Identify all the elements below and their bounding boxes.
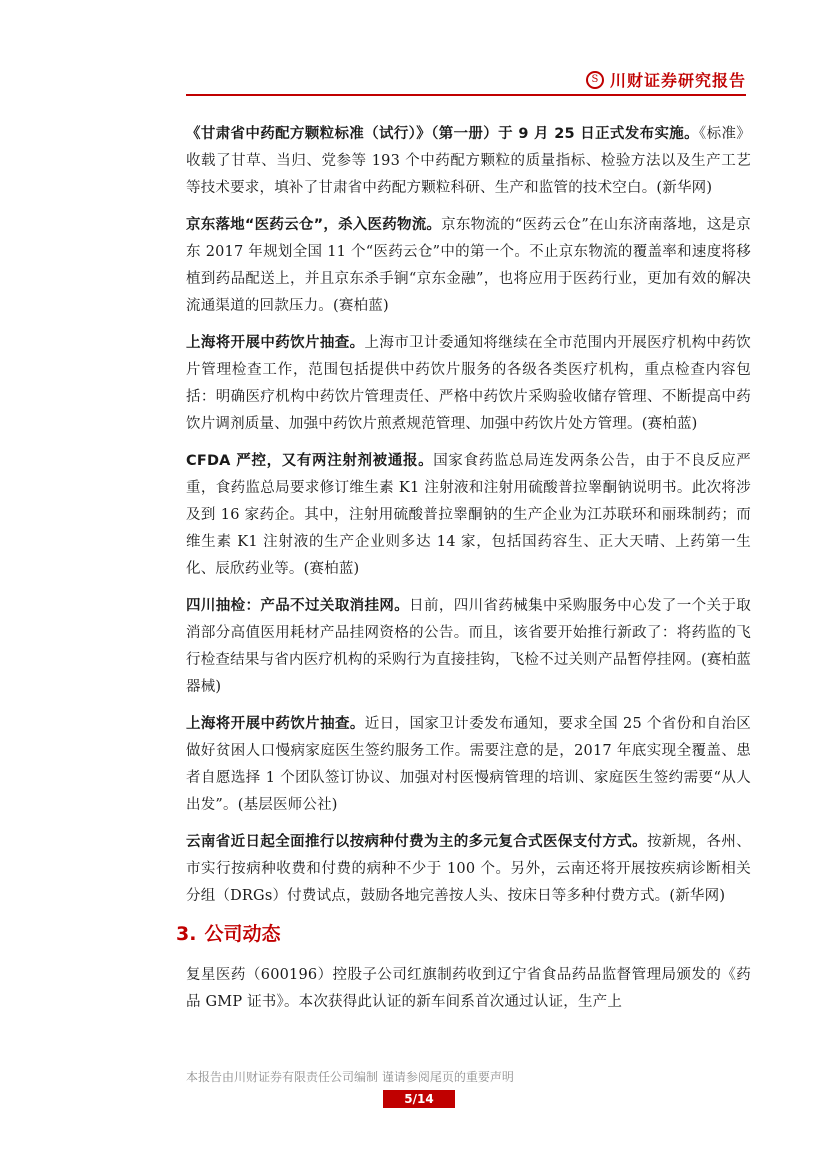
news-item <box>186 711 751 819</box>
page-number: 5/14 <box>383 1090 455 1108</box>
news-body: 按新规，各州、市实行按病种收费和付费的病种不少于 100 个。另外，云南还将开展按疾病诊断相关分组（DRGs）付费试点，鼓励各地完善按人头、按床日等多种付费方式。(新华网) <box>186 834 751 904</box>
news-item <box>186 593 751 701</box>
news-item <box>186 330 751 438</box>
news-item <box>186 448 751 583</box>
section-heading <box>176 920 751 948</box>
news-title: CFDA 严控，又有两注射剂被通报。 <box>186 453 434 469</box>
report-body <box>176 121 752 1026</box>
news-body: 京东物流的“医药云仓”在山东济南落地，这是京东 2017 年规划全国 11 个“医药云仓”中的第一个。不止京东物流的覆盖率和速度将移植到药品配送上，并且京东杀手锏“京东金融”，也将应用于医药行业，更加有效的解决流通渠道的回款压力。(赛柏蓝) <box>186 217 751 314</box>
news-title: 上海将开展中药饮片抽查。 <box>186 335 365 351</box>
news-body: 国家食药监总局连发两条公告，由于不良反应严重，食药监总局要求修订维生素 K1 注射液和注射用硫酸普拉睾酮钠说明书。此次将涉及到 16 家药企。其中，注射用硫酸普拉睾酮钠的生产企业为江苏联环和丽珠制药；而维生素 K1 注射液的生产企业则多达 14 家，包括国药容生、正大天晴、上药第一生化、辰欣药业等。(赛柏蓝) <box>186 453 752 577</box>
news-title: 云南省近日起全面推行以按病种付费为主的多元复合式医保支付方式。 <box>186 834 648 850</box>
news-title: 四川抽检：产品不过关取消挂网。 <box>186 598 410 614</box>
page-header <box>186 62 746 96</box>
news-item <box>186 121 751 202</box>
news-title: 上海将开展中药饮片抽查。 <box>186 716 365 732</box>
news-body: 日前，四川省药械集中采购服务中心发了一个关于取消部分高值医用耗材产品挂网资格的公告。而且，该省要开始推行新政了：将药监的飞行检查结果与省内医疗机构的采购行为直接挂钩，飞检不过关则产品暂停挂网。(赛柏蓝器械) <box>186 598 751 695</box>
news-title: 京东落地“医药云仓”，杀入医药物流。 <box>186 217 442 233</box>
company-paragraph: 复星医药（600196）控股子公司红旗制药收到辽宁省食品药品监督管理局颁发的《药品 GMP 证书》。本次获得此认证的新车间系首次通过认证，生产上 <box>186 967 751 1010</box>
news-body: 《标准》收载了甘草、当归、党参等 193 个中药配方颗粒的质量指标、检验方法以及生产工艺等技术要求，填补了甘肃省中药配方颗粒科研、生产和监管的技术空白。(新华网) <box>186 126 751 196</box>
news-title: 《甘肃省中药配方颗粒标准（试行）》（第一册）于 9 月 25 日正式发布实施。 <box>186 126 699 142</box>
news-item <box>186 212 751 320</box>
news-item <box>186 829 751 910</box>
news-body: 近日，国家卫计委发布通知，要求全国 25 个省份和自治区做好贫困人口慢病家庭医生签约服务工作。需要注意的是，2017 年底实现全覆盖、患者自愿选择 1 个团队签订协议、加强对村医慢病管理的培训、家庭医生签约需要“从人出发”。(基层医师公社) <box>186 716 751 813</box>
brand <box>586 68 746 91</box>
section-number: 3. <box>176 923 197 945</box>
circle-s-logo-icon: S <box>586 71 604 89</box>
header-divider <box>186 94 746 96</box>
news-body: 上海市卫计委通知将继续在全市范围内开展医疗机构中药饮片管理检查工作，范围包括提供中药饮片服务的各级各类医疗机构，重点检查内容包括：明确医疗机构中药饮片管理责任、严格中药饮片采购验收储存管理、不断提高中药饮片调剂质量、加强中药饮片煎煮规范管理、加强中药饮片处方管理。(赛柏蓝) <box>186 335 751 432</box>
section-title: 公司动态 <box>204 923 281 945</box>
brand-name: 川财证券研究报告 <box>609 71 746 90</box>
footer-disclaimer: 本报告由川财证券有限责任公司编制 谨请参阅尾页的重要声明 <box>186 1070 514 1084</box>
